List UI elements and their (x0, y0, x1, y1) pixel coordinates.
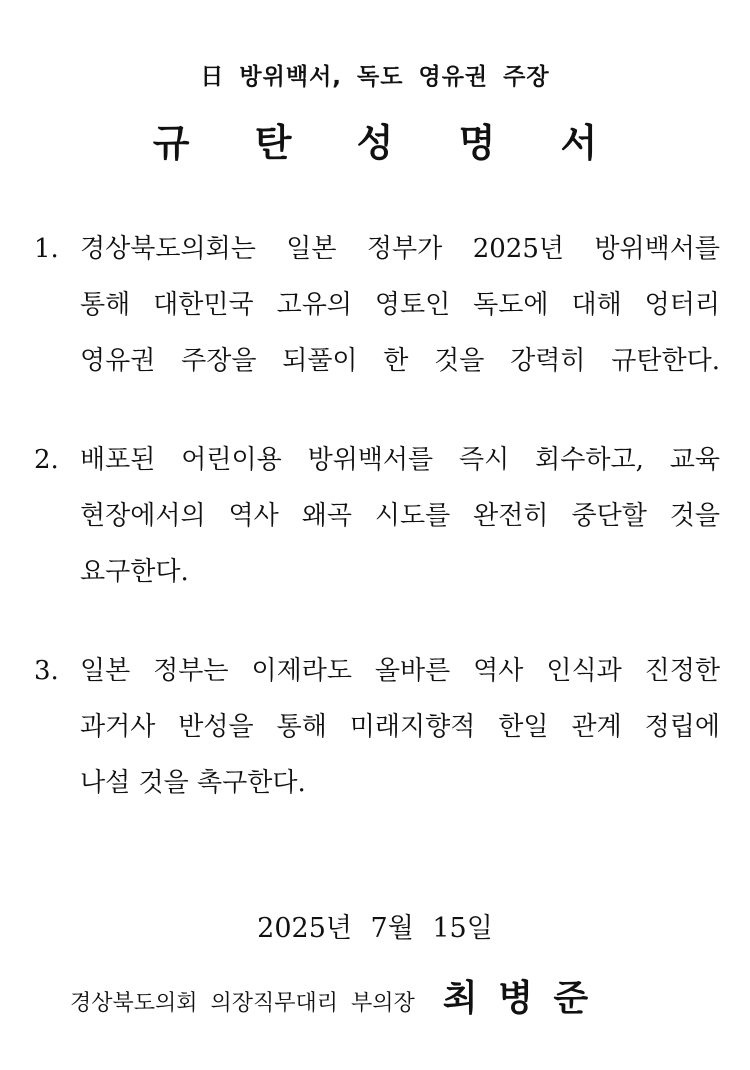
item-line (34, 655, 724, 711)
item-text: 과거사 반성을 통해 미래지향적 한일 관계 정립에 (80, 712, 720, 742)
signature-name: 최 병 준 (442, 978, 589, 1019)
statement-item-1 (34, 233, 724, 401)
item-line (34, 444, 724, 500)
item-text: 현장에서의 역사 왜곡 시도를 완전히 중단할 것을 (80, 501, 720, 531)
item-number: 3. (34, 656, 59, 686)
item-line (34, 767, 724, 823)
document-title: 규 탄 성 명 서 (152, 121, 598, 165)
item-text: 경상북도의회는 일본 정부가 2025년 방위백서를 (80, 234, 720, 264)
item-line (34, 233, 724, 289)
item-text: 요구한다. (80, 557, 189, 587)
item-text: 영유권 주장을 되풀이 한 것을 강력히 규탄한다. (80, 346, 720, 376)
item-line (34, 345, 724, 401)
item-number: 1. (34, 234, 59, 264)
document-subtitle: 日 방위백서, 독도 영유권 주장 (200, 64, 550, 90)
item-text: 통해 대한민국 고유의 영토인 독도에 대해 엉터리 (80, 290, 720, 320)
statement-item-2 (34, 444, 724, 612)
item-text: 나설 것을 촉구한다. (80, 768, 306, 798)
item-number: 2. (34, 445, 59, 475)
item-text: 배포된 어린이용 방위백서를 즉시 회수하고, 교육 (80, 445, 720, 475)
item-line (34, 556, 724, 612)
statement-item-3 (34, 655, 724, 823)
document-date: 2025년 7월 15일 (257, 913, 493, 944)
item-line (34, 500, 724, 556)
item-text: 일본 정부는 이제라도 올바른 역사 인식과 진정한 (80, 656, 720, 686)
item-line (34, 711, 724, 767)
signature-organization: 경상북도의회 의장직무대리 부의장 (70, 991, 415, 1016)
signature-block (70, 970, 710, 1021)
item-line (34, 289, 724, 345)
